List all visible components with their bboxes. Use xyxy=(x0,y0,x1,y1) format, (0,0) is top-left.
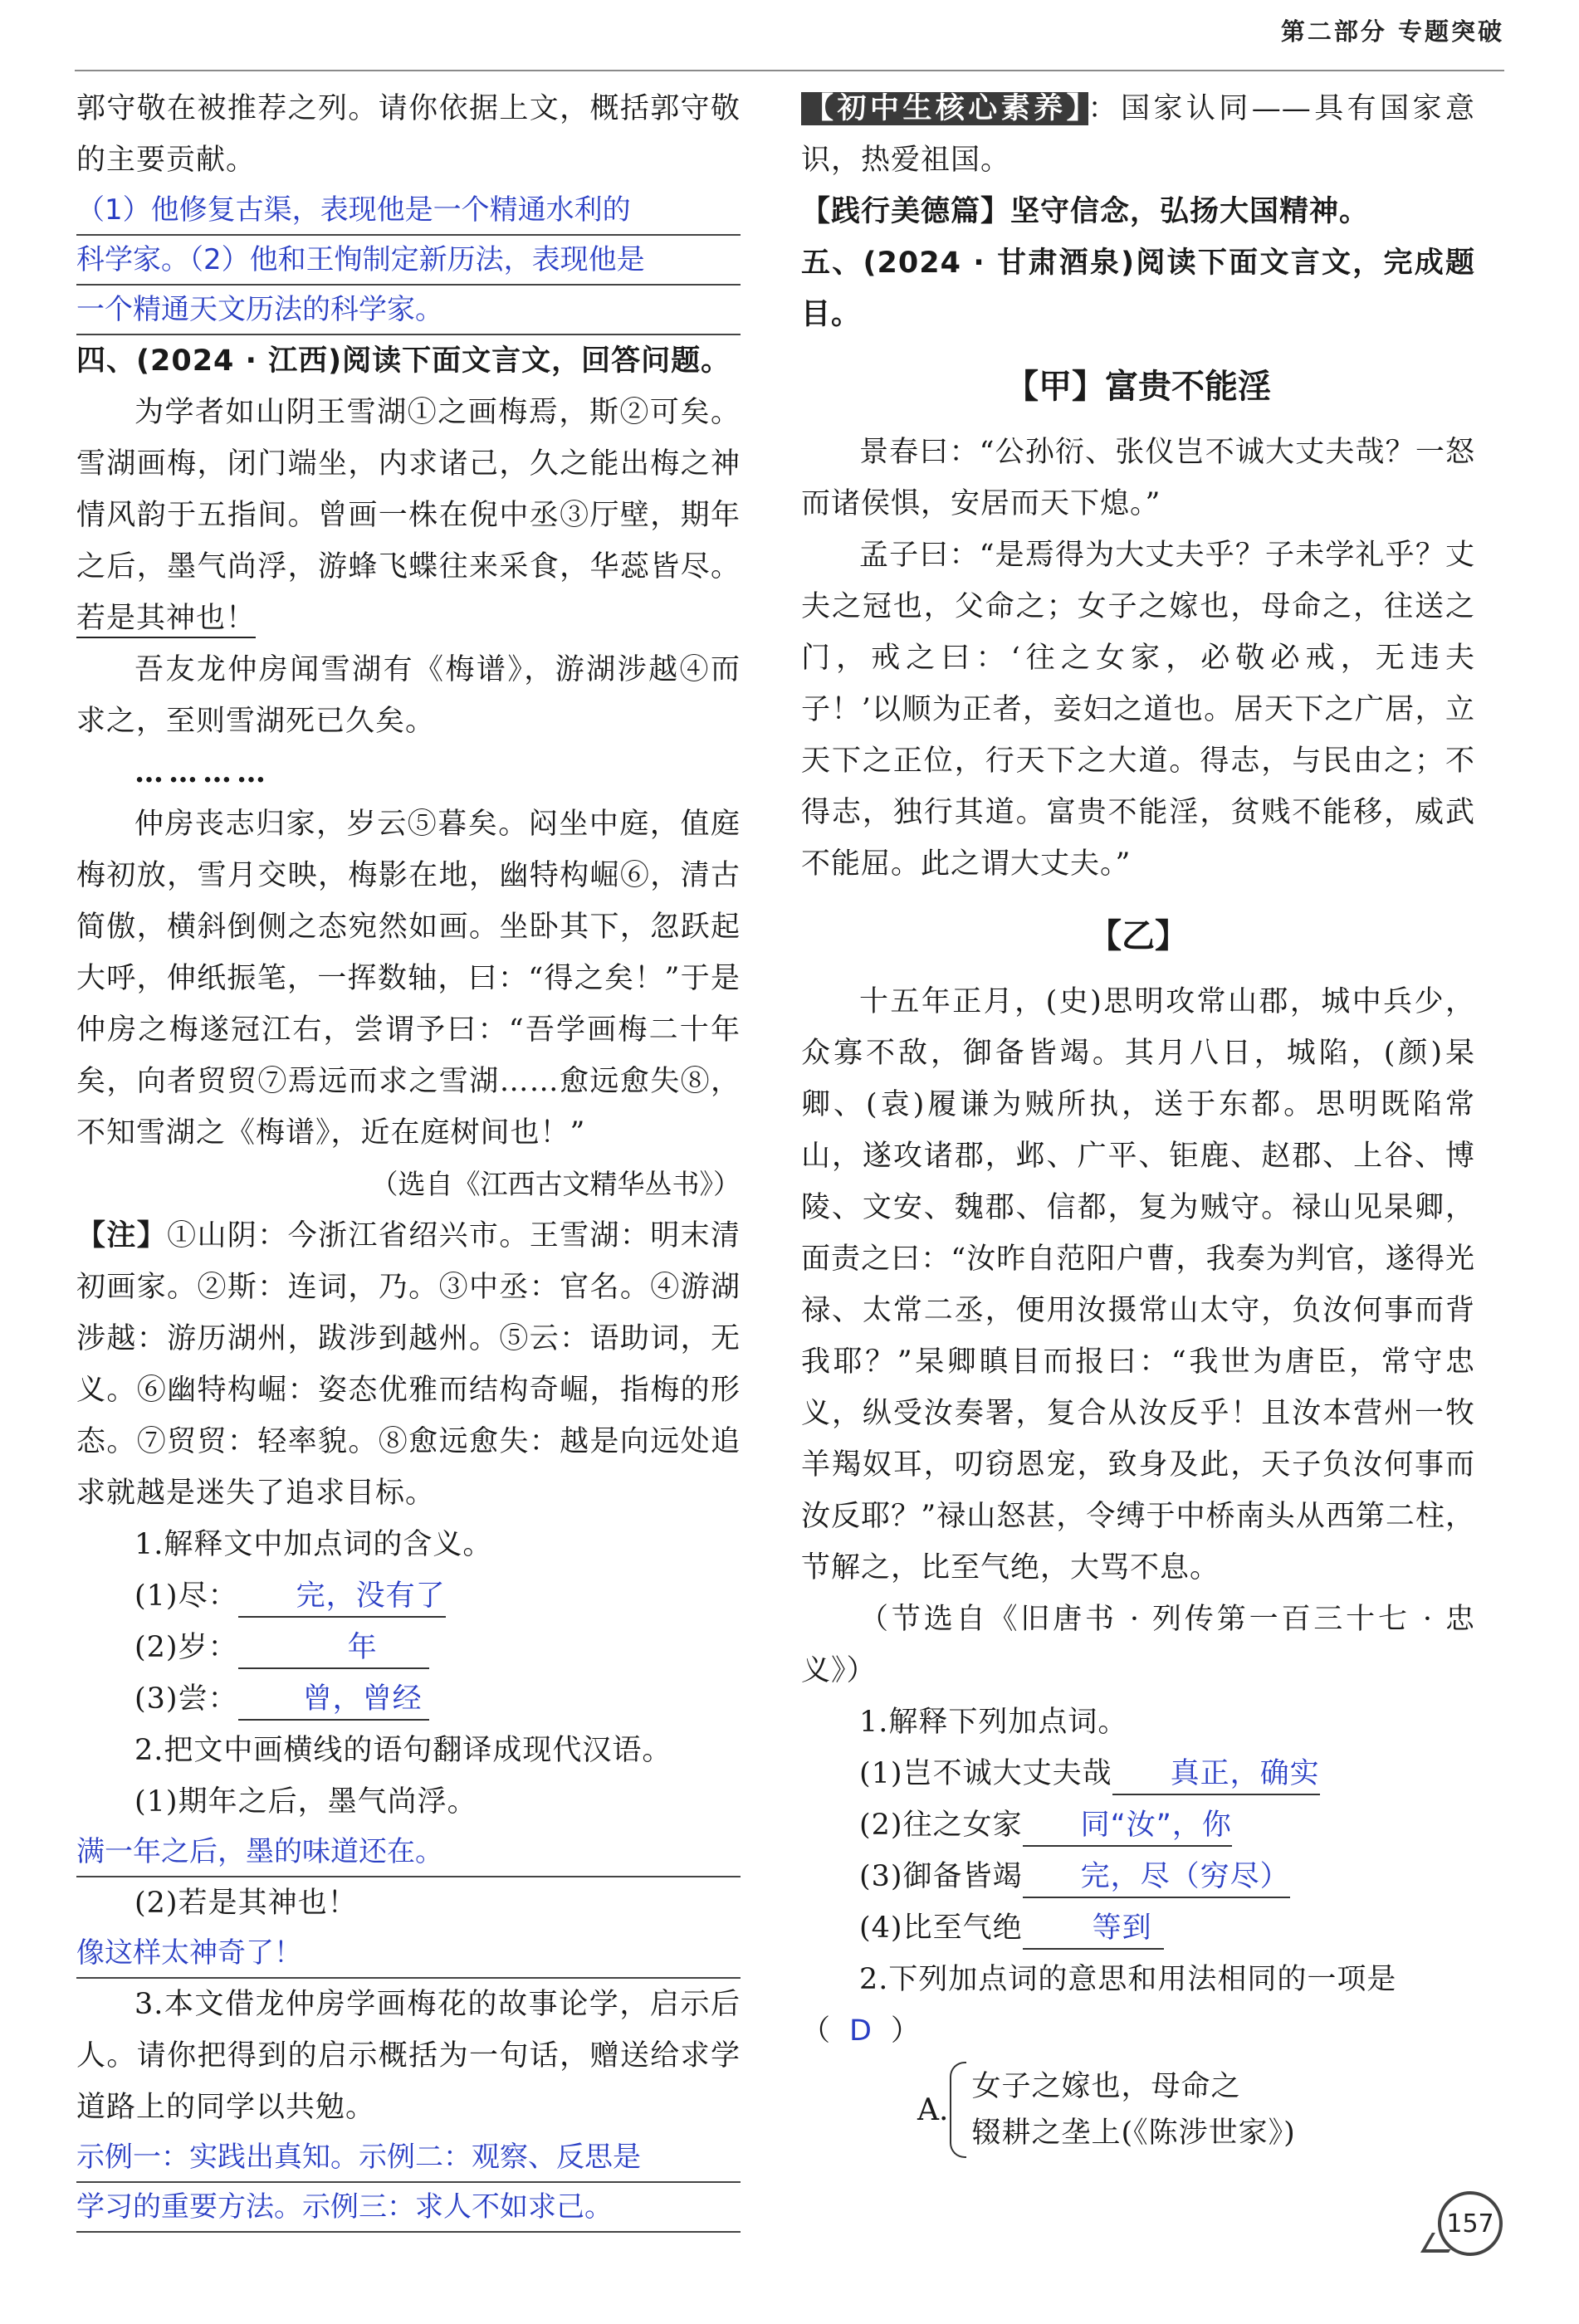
rq1-answer: 真正，确实 xyxy=(1112,1754,1320,1795)
intro-answer xyxy=(76,186,741,335)
virtue-line: 【践行美德篇】坚守信念，弘扬大国精神。 xyxy=(801,195,1370,228)
page-header xyxy=(75,0,1504,71)
q3-answer-line: 学习的重要方法。示例三：求人不如求己。 xyxy=(76,2183,741,2233)
core-literacy-text: ：国家认同——具有国家意识，热爱祖国。 xyxy=(801,92,1475,177)
notes xyxy=(76,1210,741,1519)
q1-answer: 完，没有了 xyxy=(238,1576,446,1618)
passage-paragraph: 仲房丧志归家，岁云⑤暮矣。闷坐中庭，值庭梅初放，雪月交映，梅影在地，幽特构崛⑥，清古简傲，横斜倒侧之态宛然如画。坐卧其下，忽跃起大呼，伸纸振笔，一挥数轴，曰：“得之矣！”于是仲房之梅遂冠江右，尝谓予曰：“吾学画梅二十年矣，向者贸贸⑦焉远而求之雪湖……愈远愈失⑧，不知雪湖之《梅谱》，近在庭树间也！” xyxy=(76,808,741,1150)
q1-item xyxy=(76,1570,741,1622)
option-a-line-1: 女子之嫁也，母命之 xyxy=(971,2070,1241,2103)
intro-question: 郭守敬在被推荐之列。请你依据上文，概括郭守敬的主要贡献。 xyxy=(76,92,741,177)
right-question-1: 1.解释下列加点词。 xyxy=(859,1706,1128,1739)
rq1-answer: 等到 xyxy=(1023,1908,1164,1950)
option-a xyxy=(801,2062,1475,2158)
ellipsis: ………… xyxy=(134,755,271,789)
section-four-title: 四、(2024 · 江西)阅读下面文言文，回答问题。 xyxy=(76,344,731,378)
header-title: 第二部分 专题突破 xyxy=(1280,17,1504,46)
passage-paragraph xyxy=(76,387,741,644)
option-a-line-2: 辍耕之垄上(《陈涉世家》) xyxy=(971,2116,1296,2150)
core-literacy-tag: 【初中生核心素养】 xyxy=(801,92,1088,125)
q1-item xyxy=(76,1622,741,1673)
q1-answer: 年 xyxy=(238,1628,429,1669)
passage-paragraph: 吾友龙仲房闻雪湖有《梅谱》，游湖涉越④而求之，至则雪湖死已久矣。 xyxy=(76,653,741,738)
right-question-2: 2.下列加点词的意思和用法相同的一项是 xyxy=(859,1963,1397,1996)
paren-open: （ xyxy=(801,2014,832,2048)
brace-icon xyxy=(950,2062,966,2158)
q3-answer-line: 示例一：实践出真知。示例二：观察、反思是 xyxy=(76,2133,741,2183)
paren-close: ） xyxy=(890,2014,921,2048)
q1-item xyxy=(76,1673,741,1725)
yi-title: 【乙】 xyxy=(1088,916,1188,955)
question-2: 2.把文中画横线的语句翻译成现代汉语。 xyxy=(134,1734,672,1767)
passage-text: 为学者如山阴王雪湖①之画梅焉，斯②可矣。雪湖画梅，闭门端坐，内求诸己，久之能出梅之神情风韵于五指间。曾画一株在倪中丞③厅壁，期年之后，墨气尚浮，游蜂飞蝶往来采食，华蕊皆尽。 xyxy=(76,396,741,583)
rq1-answer: 完，尽（穷尽） xyxy=(1023,1857,1290,1898)
q2-answer-1: 满一年之后，墨的味道还在。 xyxy=(76,1828,741,1877)
jia-paragraph: 孟子曰：“是焉得为大丈夫乎？子未学礼乎？丈夫之冠也，父命之；女子之嫁也，母命之，往送之门，戒之曰：‘往之女家，必敬必戒，无违夫子！’以顺为正者，妾妇之道也。居天下之广居，立天下之正位，行天下之大道。得志，与民由之；不得志，独行其道。富贵不能淫，贫贱不能移，威武不能屈。此之谓大丈夫。” xyxy=(801,539,1475,881)
rq1-label: (1)岂不诚大丈夫哉 xyxy=(859,1757,1112,1790)
question-3: 3.本文借龙仲房学画梅花的故事论学，启示后人。请你把得到的启示概括为一句话，赠送给求学道路上的同学以共勉。 xyxy=(76,1988,741,2124)
rq1-item xyxy=(801,1799,1475,1851)
intro-answer-line: （1）他修复古渠，表现他是一个精通水利的 xyxy=(76,186,741,236)
yi-paragraph: 十五年正月，(史)思明攻常山郡，城中兵少，众寡不敌，御备皆竭。其月八日，城陷，(颜)杲卿、(袁)履谦为贼所执，送于东都。思明既陷常山，遂攻诸郡，邺、广平、钜鹿、赵郡、上谷、博陵、文安、魏郡、信都，复为贼守。禄山见杲卿，面责之曰：“汝昨自范阳户曹，我奏为判官，遂得光禄、太常二丞，便用汝摄常山太守，负汝何事而背我耶？”杲卿瞋目而报曰：“我世为唐臣，常守忠义，纵受汝奏署，复合从汝反乎！且汝本营州一牧羊羯奴耳，叨窃恩宠，致身及此，天子负汝何事而汝反耶？”禄山怒甚，令缚于中桥南头从西第二柱，节解之，比至气绝，大骂不息。 xyxy=(801,985,1475,1584)
core-literacy xyxy=(801,83,1475,186)
rq2-answer-paren xyxy=(801,2005,1475,2057)
q2-answer-2: 像这样太神奇了！ xyxy=(76,1929,741,1979)
rq2-answer: D xyxy=(849,2014,873,2048)
page-number: 157 xyxy=(1438,2191,1503,2256)
option-a-letter: A. xyxy=(917,2092,949,2127)
rq1-label: (4)比至气绝 xyxy=(859,1911,1023,1945)
rq1-item xyxy=(801,1851,1475,1902)
q1-item-label: (2)岁： xyxy=(134,1631,238,1664)
underlined-sentence: 若是其神也！ xyxy=(76,602,256,638)
q2-sentence-2: (2)若是其神也！ xyxy=(134,1887,358,1920)
jia-paragraph: 景春曰：“公孙衍、张仪岂不诚大丈夫哉？一怒而诸侯惧，安居而天下熄。” xyxy=(801,436,1475,520)
question-1: 1.解释文中加点词的含义。 xyxy=(134,1528,493,1561)
q1-item-label: (1)尽： xyxy=(134,1579,238,1613)
rq1-answer: 同“汝”，你 xyxy=(1023,1805,1232,1847)
intro-answer-line: 一个精通天文历法的科学家。 xyxy=(76,286,741,335)
yi-source: （节选自《旧唐书 · 列传第一百三十七 · 忠义》） xyxy=(801,1603,1475,1687)
left-column xyxy=(76,83,741,2233)
intro-answer-line: 科学家。（2）他和王恂制定新历法，表现他是 xyxy=(76,236,741,286)
rq1-item xyxy=(801,1902,1475,1954)
jia-title: 【甲】富贵不能淫 xyxy=(1005,367,1271,406)
note-text: ①山阴：今浙江省绍兴市。王雪湖：明末清初画家。②斯：连词，乃。③中丞：官名。④游湖涉越：游历湖州，跋涉到越州。⑤云：语助词，无义。⑥幽特构崛：姿态优雅而结构奇崛，指梅的形态。⑦贸贸：轻率貌。⑧愈远愈失：越是向远处追求就越是迷失了追求目标。 xyxy=(76,1219,741,1510)
passage-source: （选自《江西古文精华丛书》） xyxy=(370,1168,741,1200)
q1-item-label: (3)尝： xyxy=(134,1682,238,1716)
note-label: 【注】 xyxy=(76,1219,168,1252)
rq1-label: (2)往之女家 xyxy=(859,1809,1023,1842)
q1-answer: 曾，曾经 xyxy=(238,1679,429,1721)
q2-sentence-1: (1)期年之后，墨气尚浮。 xyxy=(134,1785,477,1819)
rq1-label: (3)御备皆竭 xyxy=(859,1860,1023,1893)
rq1-item xyxy=(801,1748,1475,1799)
right-column xyxy=(801,83,1475,2158)
option-a-lines xyxy=(971,2063,1295,2156)
section-five-title: 五、(2024 · 甘肃酒泉)阅读下面文言文，完成题目。 xyxy=(801,247,1475,331)
